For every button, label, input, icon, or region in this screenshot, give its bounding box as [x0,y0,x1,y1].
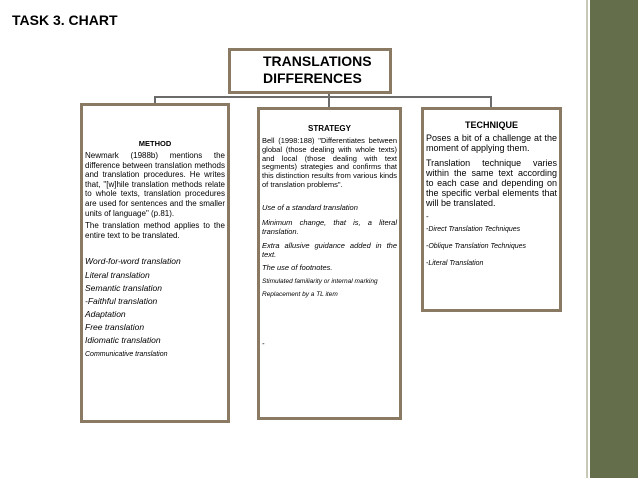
method-item: -Faithful translation [85,295,158,306]
strategy-item: Minimum change, that is, a literal translation. [262,218,397,237]
method-item: Communicative translation [85,350,168,358]
decorative-sidebar [590,0,638,478]
method-item: Free translation [85,322,145,333]
method-item: Adaptation [85,309,126,320]
strategy-item: Replacement by a TL item [262,290,338,298]
root-node-title-line2: DIFFERENCES [263,70,362,86]
strategy-heading: STRATEGY [308,124,351,133]
method-item: Semantic translation [85,282,163,293]
method-item: Idiomatic translation [85,335,161,346]
technique-item: -Oblique Translation Techniques [426,243,527,250]
method-heading: METHOD [138,139,172,148]
technique-box [421,107,562,312]
strategy-item: Stimulated familiarity or internal marking [262,277,378,285]
technique-heading: TECHNIQUE [464,120,518,130]
method-paragraph-1: Newmark (1988b) mentions the difference between translation methods and translation procedures. He writes that, "[w]hile translation methods relate to whole texts, translation procedures are used for sentences and the smaller units of language" (p.81). [85,151,225,218]
technique-item: -Literal Translation [426,260,484,267]
technique-paragraph-1: Poses a bit of a challenge at the moment of applying them. [426,133,557,153]
strategy-paragraph: Bell (1998:188) "Differentiates between global (those dealing with whole texts) and local (those dealing with text segments) strategies and confirms that this distinction results from various kinds of translation problems". [262,136,397,189]
root-node-box [228,48,392,94]
strategy-item: Extra allusive guidance added in the text. [262,240,397,259]
task-title: TASK 3. CHART [12,12,118,28]
strategy-trailing-dash: - [262,339,265,349]
technique-item: -Direct Translation Techniques [426,226,521,233]
sidebar-divider [586,0,588,478]
method-paragraph-2: The translation method applies to the entire text to be translated. [85,221,225,240]
technique-dash: - [426,212,429,221]
connector-horizontal [154,96,492,98]
root-node-title-line1: TRANSLATIONS [263,53,372,69]
strategy-box [257,107,402,420]
strategy-item: Use of a standard translation [262,202,358,212]
method-box [80,103,230,423]
strategy-item: The use of footnotes. [262,263,333,273]
technique-paragraph-2: Translation technique varies within the same text according to each case and depending on the specific verbal elements that will be translated. [426,158,557,208]
method-item: Literal translation [85,269,150,280]
method-item: Word-for-word translation [85,256,181,267]
